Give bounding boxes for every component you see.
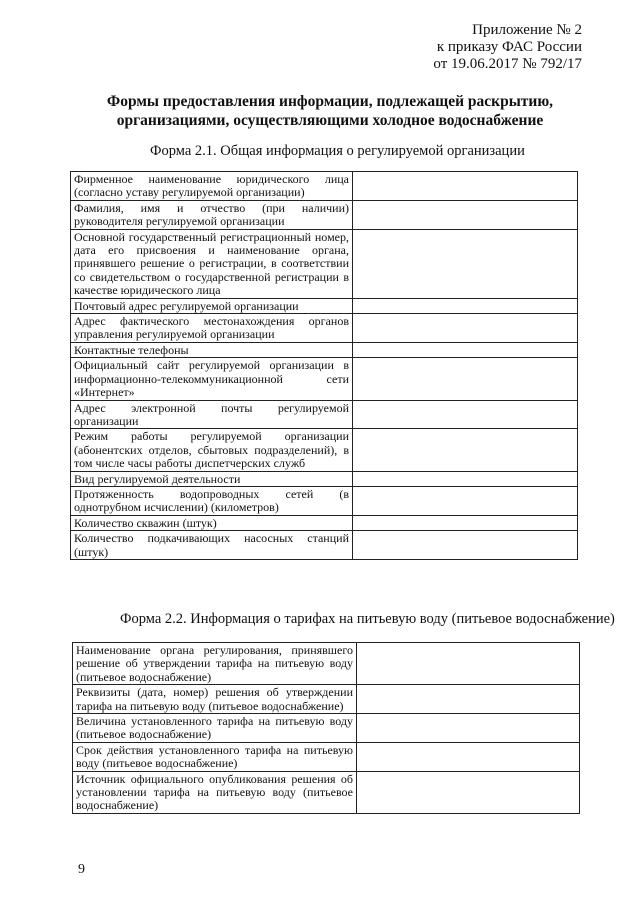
row-value-cell[interactable]: [357, 685, 580, 714]
form-2-2-table: [72, 642, 580, 814]
row-label: Фирменное наименование юридического лица (согласно уставу регулируемой организации): [71, 172, 353, 201]
table-row: [73, 714, 580, 743]
row-label: Официальный сайт регулируемой организации в информационно-телекоммуникационной сети «Интернет»: [71, 358, 353, 400]
row-value-cell[interactable]: [357, 742, 580, 771]
table-row: [71, 172, 578, 201]
table-row: [71, 200, 578, 229]
row-label: Срок действия установленного тарифа на питьевую воду (питьевое водоснабжение): [73, 742, 357, 771]
row-value-cell[interactable]: [353, 172, 578, 201]
row-value-cell[interactable]: [353, 400, 578, 429]
row-value-cell[interactable]: [353, 342, 578, 357]
row-value-cell[interactable]: [353, 298, 578, 313]
row-label: Почтовый адрес регулируемой организации: [71, 298, 353, 313]
row-label: Основной государственный регистрационный номер, дата его присвоения и наименование органа, принявшего решение о регистрации, в соответствии со свидетельством о государственной регистрации в качестве юридического лица: [71, 229, 353, 298]
document-title-line-1: Формы предоставления информации, подлежащей раскрытию,: [106, 93, 554, 110]
table-row: [71, 471, 578, 486]
row-label: Вид регулируемой деятельности: [71, 471, 353, 486]
row-value-cell[interactable]: [353, 358, 578, 400]
row-label: Фамилия, имя и отчество (при наличии) руководителя регулируемой организации: [71, 200, 353, 229]
row-label: Реквизиты (дата, номер) решения об утверждении тарифа на питьевую воду (питьевое водоснабжение): [73, 685, 357, 714]
table-row: [73, 771, 580, 813]
table-row: [71, 314, 578, 343]
table-row: [71, 531, 578, 560]
table-row: [71, 486, 578, 515]
row-label: Режим работы регулируемой организации (абонентских отделов, сбытовых подразделений), в том числе часы работы диспетчерских служб: [71, 429, 353, 471]
table-row: [73, 643, 580, 685]
row-label: Величина установленного тарифа на питьевую воду (питьевое водоснабжение): [73, 714, 357, 743]
row-value-cell[interactable]: [353, 314, 578, 343]
row-label: Протяженность водопроводных сетей (в однотрубном исчислении) (километров): [71, 486, 353, 515]
table-row: [71, 400, 578, 429]
row-label: Контактные телефоны: [71, 342, 353, 357]
table-row: [73, 685, 580, 714]
row-label: Количество скважин (штук): [71, 515, 353, 530]
row-value-cell[interactable]: [353, 515, 578, 530]
table-row: [73, 742, 580, 771]
row-value-cell[interactable]: [353, 486, 578, 515]
table-row: [71, 229, 578, 298]
appendix-order-date: от 19.06.2017 № 792/17: [433, 56, 582, 72]
row-value-cell[interactable]: [353, 200, 578, 229]
row-value-cell[interactable]: [357, 643, 580, 685]
form-2-1-table: [70, 171, 578, 560]
table-row: [71, 298, 578, 313]
row-value-cell[interactable]: [353, 229, 578, 298]
row-value-cell[interactable]: [357, 771, 580, 813]
appendix-number: Приложение № 2: [472, 22, 582, 38]
appendix-header: [433, 22, 582, 73]
row-label: Наименование органа регулирования, принявшего решение об утверждении тарифа на питьевую воду (питьевое водоснабжение): [73, 643, 357, 685]
document-title: [60, 92, 600, 130]
row-value-cell[interactable]: [353, 429, 578, 471]
row-value-cell[interactable]: [357, 714, 580, 743]
appendix-order-ref: к приказу ФАС России: [436, 39, 582, 55]
table-row: [71, 342, 578, 357]
table-row: [71, 358, 578, 400]
row-value-cell[interactable]: [353, 531, 578, 560]
row-label: Количество подкачивающих насосных станций (штук): [71, 531, 353, 560]
row-label: Источник официального опубликования решения об установлении тарифа на питьевую воду (питьевое водоснабжение): [73, 771, 357, 813]
table-row: [71, 429, 578, 471]
row-value-cell[interactable]: [353, 471, 578, 486]
table-row: [71, 515, 578, 530]
form-2-1-title: Форма 2.1. Общая информация о регулируемой организации: [150, 143, 525, 159]
row-label: Адрес электронной почты регулируемой организации: [71, 400, 353, 429]
row-label: Адрес фактического местонахождения органов управления регулируемой организации: [71, 314, 353, 343]
document-title-line-2: организациями, осуществляющими холодное водоснабжение: [116, 112, 544, 129]
page-number: 9: [78, 862, 85, 877]
form-2-2-title: Форма 2.2. Информация о тарифах на питьевую воду (питьевое водоснабжение): [120, 611, 615, 627]
